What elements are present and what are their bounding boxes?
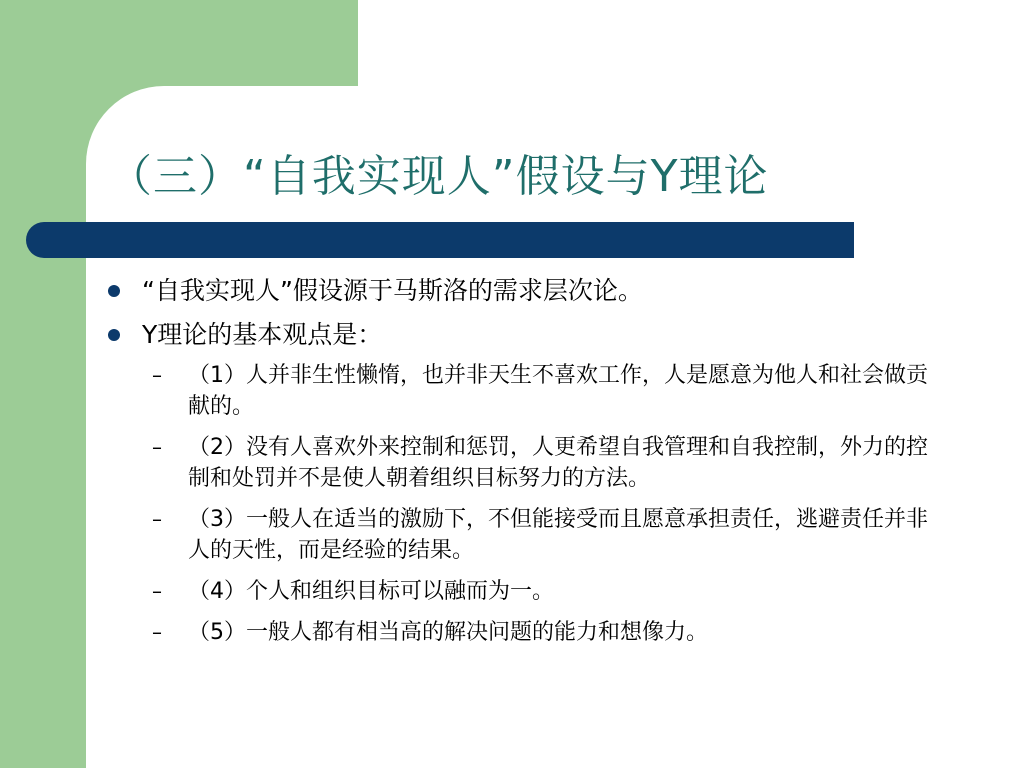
dash-marker: –	[152, 363, 162, 387]
sub-item	[100, 432, 948, 494]
sub-item	[100, 576, 948, 607]
sub-item	[100, 360, 948, 422]
dash-marker: –	[152, 579, 162, 603]
bullet-item	[100, 272, 980, 310]
dash-marker: –	[152, 435, 162, 459]
sub-item	[100, 504, 948, 566]
sub-item-text: （3）一般人在适当的激励下，不但能接受而且愿意承担责任，逃避责任并非人的天性，而是经验的结果。	[188, 507, 928, 563]
sub-item-text: （4）个人和组织目标可以融而为一。	[188, 579, 554, 604]
bullet-item	[100, 316, 980, 354]
bullet-dot-icon	[108, 329, 120, 341]
sub-item	[100, 617, 948, 648]
bullet-dot-icon	[108, 285, 120, 297]
sub-item-text: （5）一般人都有相当高的解决问题的能力和想像力。	[188, 620, 708, 645]
bullet-text: Y理论的基本观点是：	[142, 320, 383, 349]
sub-item-text: （1）人并非生性懒惰，也并非天生不喜欢工作，人是愿意为他人和社会做贡献的。	[188, 363, 928, 419]
slide-title: （三）“自我实现人”假设与Y理论	[108, 151, 769, 202]
dash-marker: –	[152, 507, 162, 531]
slide-body	[100, 272, 980, 658]
dash-marker: –	[152, 620, 162, 644]
title-rule-bar	[26, 222, 854, 258]
sub-item-text: （2）没有人喜欢外来控制和惩罚，人更希望自我管理和自我控制，外力的控制和处罚并不是使人朝着组织目标努力的方法。	[188, 435, 928, 491]
sub-item-list	[100, 360, 980, 648]
bullet-text: “自我实现人”假设源于马斯洛的需求层次论。	[142, 276, 643, 305]
